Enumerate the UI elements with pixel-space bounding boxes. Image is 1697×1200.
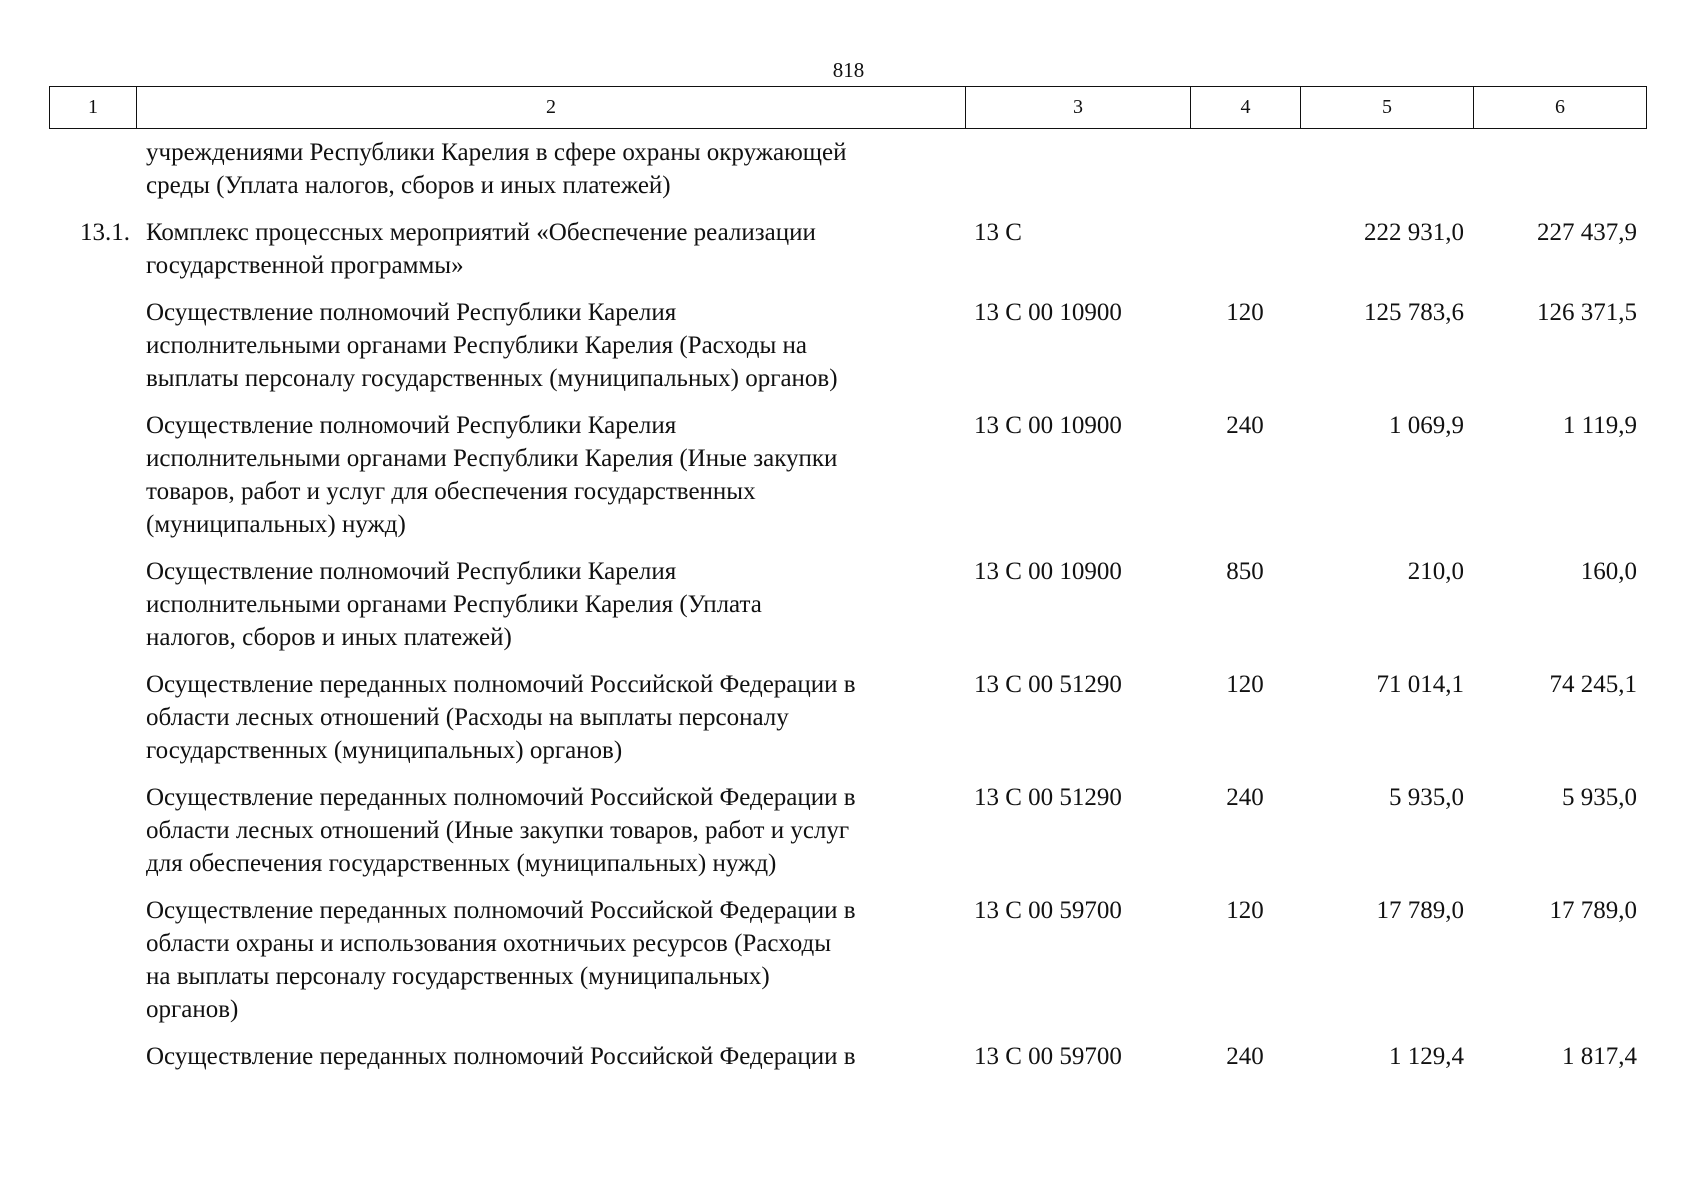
description-line: Осуществление переданных полномочий Российской Федерации в <box>146 784 856 811</box>
expense-type-code: 120 <box>1226 897 1264 924</box>
column-header-3: 3 <box>966 87 1191 129</box>
target-article-code: 13 С <box>974 219 1022 246</box>
table-row <box>49 1040 1646 1073</box>
page-number: 818 <box>832 58 865 82</box>
expense-type-code: 120 <box>1226 299 1264 326</box>
description-line: учреждениями Республики Карелия в сфере охраны окружающей <box>146 139 847 166</box>
description-line: (муниципальных) нужд) <box>146 511 406 538</box>
expense-type-code: 850 <box>1226 558 1264 585</box>
description-line: исполнительными органами Республики Карелия (Расходы на <box>146 332 808 359</box>
row-description <box>136 1040 965 1073</box>
table-row <box>49 668 1646 767</box>
column-header-6: 6 <box>1474 87 1647 129</box>
row-description <box>136 555 965 654</box>
description-line: области лесных отношений (Иные закупки товаров, работ и услуг <box>146 817 850 844</box>
description-line: для обеспечения государственных (муниципальных) нужд) <box>146 850 777 877</box>
amount-year-1: 1 129,4 <box>1389 1043 1464 1070</box>
description-line: Осуществление полномочий Республики Карелия <box>146 299 677 326</box>
target-article-code: 13 С 00 10900 <box>974 558 1122 585</box>
row-description <box>136 668 965 767</box>
amount-year-1: 5 935,0 <box>1389 784 1464 811</box>
description-line: Осуществление полномочий Республики Карелия <box>146 412 677 439</box>
target-article-code: 13 С 00 59700 <box>974 1043 1122 1070</box>
amount-year-1: 17 789,0 <box>1376 897 1464 924</box>
description-line: государственных (муниципальных) органов) <box>146 737 623 764</box>
amount-year-2: 17 789,0 <box>1549 897 1637 924</box>
amount-year-1: 71 014,1 <box>1376 671 1464 698</box>
amount-year-2: 74 245,1 <box>1549 671 1637 698</box>
table-row <box>49 781 1646 880</box>
table-row <box>49 894 1646 1026</box>
table-row <box>49 555 1646 654</box>
column-header-row <box>50 87 1647 129</box>
description-line: органов) <box>146 996 239 1023</box>
column-header-2: 2 <box>137 87 966 129</box>
description-line: товаров, работ и услуг для обеспечения государственных <box>146 478 756 505</box>
column-header-5: 5 <box>1301 87 1474 129</box>
row-description <box>136 216 965 282</box>
description-line: Комплекс процессных мероприятий «Обеспечение реализации <box>146 219 816 246</box>
column-header-4: 4 <box>1191 87 1301 129</box>
target-article-code: 13 С 00 59700 <box>974 897 1122 924</box>
row-description <box>136 781 965 880</box>
table-row <box>49 136 1646 202</box>
amount-year-2: 160,0 <box>1580 558 1637 585</box>
amount-year-2: 227 437,9 <box>1537 219 1637 246</box>
amount-year-2: 5 935,0 <box>1562 784 1637 811</box>
amount-year-2: 1 119,9 <box>1562 412 1637 439</box>
description-line: выплаты персоналу государственных (муниципальных) органов) <box>146 365 838 392</box>
description-line: области лесных отношений (Расходы на выплаты персоналу <box>146 704 789 731</box>
description-line: налогов, сборов и иных платежей) <box>146 624 512 651</box>
target-article-code: 13 С 00 51290 <box>974 671 1122 698</box>
amount-year-1: 125 783,6 <box>1364 299 1464 326</box>
amount-year-1: 222 931,0 <box>1364 219 1464 246</box>
description-line: Осуществление переданных полномочий Российской Федерации в <box>146 897 856 924</box>
row-description <box>136 894 965 1026</box>
description-line: Осуществление переданных полномочий Российской Федерации в <box>146 1043 856 1070</box>
expense-type-code: 120 <box>1226 671 1264 698</box>
amount-year-1: 210,0 <box>1407 558 1464 585</box>
description-line: Осуществление переданных полномочий Российской Федерации в <box>146 671 856 698</box>
description-line: исполнительными органами Республики Карелия (Уплата <box>146 591 762 618</box>
expense-type-code: 240 <box>1226 412 1264 439</box>
amount-year-2: 1 817,4 <box>1562 1043 1637 1070</box>
description-line: среды (Уплата налогов, сборов и иных платежей) <box>146 172 671 199</box>
amount-year-2: 126 371,5 <box>1537 299 1637 326</box>
row-description <box>136 136 965 202</box>
target-article-code: 13 С 00 10900 <box>974 299 1122 326</box>
table-body <box>49 136 1646 1087</box>
expense-type-code: 240 <box>1226 1043 1264 1070</box>
row-description <box>136 409 965 541</box>
description-line: на выплаты персоналу государственных (муниципальных) <box>146 963 770 990</box>
row-number: 13.1. <box>80 219 130 246</box>
description-line: государственной программы» <box>146 252 464 279</box>
table-row <box>49 409 1646 541</box>
description-line: исполнительными органами Республики Карелия (Иные закупки <box>146 445 838 472</box>
description-line: Осуществление полномочий Республики Карелия <box>146 558 677 585</box>
table-row <box>49 296 1646 395</box>
amount-year-1: 1 069,9 <box>1389 412 1464 439</box>
table-row <box>49 216 1646 282</box>
description-line: области охраны и использования охотничьих ресурсов (Расходы <box>146 930 832 957</box>
expense-type-code: 240 <box>1226 784 1264 811</box>
column-header-1: 1 <box>50 87 137 129</box>
column-header-table <box>49 86 1647 129</box>
target-article-code: 13 С 00 51290 <box>974 784 1122 811</box>
target-article-code: 13 С 00 10900 <box>974 412 1122 439</box>
row-description <box>136 296 965 395</box>
